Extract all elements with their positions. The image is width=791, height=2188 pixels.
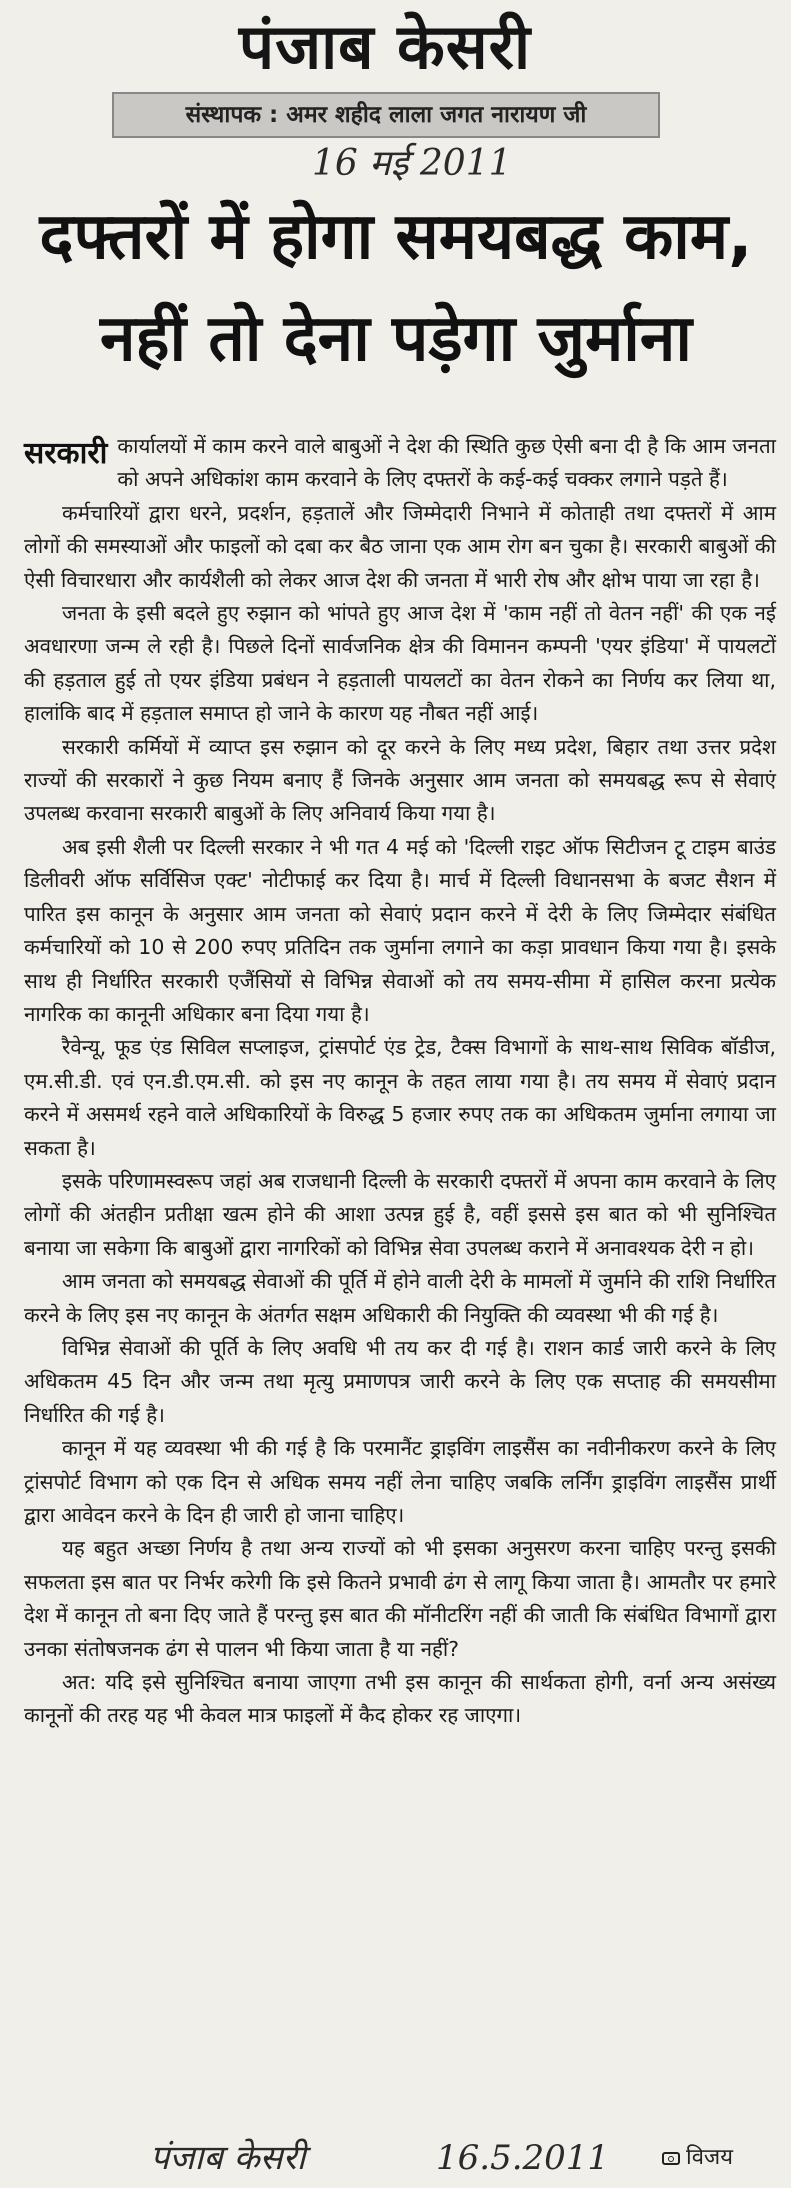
paragraph-12: अत: यदि इसे सुनिश्चित बनाया जाएगा तभी इस कानून की सार्थकता होगी, वर्ना अन्य असंख्य कानूनों की तरह यह भी केवल मात्र फाइलों में कैद होकर रह जाएगा। xyxy=(24,1670,776,1728)
paragraph-11: यह बहुत अच्छा निर्णय है तथा अन्य राज्यों को भी इसका अनुसरण करना चाहिए परन्तु इसकी सफलता इस बात पर निर्भर करेगी कि इसे कितने प्रभावी ढंग से लागू किया जाता है। आमतौर पर हमारे देश में कानून तो बना दिए जाते हैं परन्तु इस बात की मॉनीटरिंग नहीं की जाती कि संबंधित विभागों द्वारा उनका संतोषजनक ढंग से पालन भी किया जाता है या नहीं? xyxy=(24,1536,776,1661)
lead-word: सरकारी xyxy=(24,436,108,471)
handwritten-date: 16 मई 2011 xyxy=(312,143,512,184)
credit-name: विजय xyxy=(686,2145,734,2170)
headline-line-2: नहीं तो देना पड़ेगा जुर्माना xyxy=(100,302,692,376)
paragraph-7: इसके परिणामस्वरूप जहां अब राजधानी दिल्ली के सरकारी दफ्तरों में अपना काम करवाने के लिए लोगों की अंतहीन प्रतीक्षा खत्म होने की आशा उत्पन्न हुई है, वहीं इससे इस बात को भी सुनिश्चित बनाया जा सकेगा कि बाबुओं द्वारा नागरिकों को विभिन्न सेवा उपलब्ध कराने में अनावश्यक देरी न हो। xyxy=(24,1168,776,1260)
paragraph-10: कानून में यह व्यवस्था भी की गई है कि परमानैंट ड्राइविंग लाइसैंस का नवीनीकरण करने के लिए ट्रांसपोर्ट विभाग को एक दिन से अधिक समय नहीं लेना चाहिए जबकि लर्निंग ड्राइविंग लाइसैंस प्रार्थी द्वारा आवेदन करने के दिन ही जारी हो जाना चाहिए। xyxy=(24,1436,776,1527)
footer-paper-name: पंजाब केसरी xyxy=(150,2138,306,2178)
camera-icon xyxy=(662,2152,680,2165)
paragraph-2: कर्मचारियों द्वारा धरने, प्रदर्शन, हड़तालें और जिम्मेदारी निभाने में कोताही तथा दफ्तरों में आम लोगों की समस्याओं और फाइलों को दबा कर बैठ जाना एक आम रोग बन चुका है। सरकारी बाबुओं की ऐसी विचारधारा और कार्यशैली को लेकर आज देश की जनता में भारी रोष और क्षोभ पाया जा रहा है। xyxy=(24,500,776,592)
paragraph-text: कार्यालयों में काम करने वाले बाबुओं ने देश की स्थिति कुछ ऐसी बना दी है कि आम जनता को अपने अधिकांश काम करवाने के लिए दफ्तरों के कई-कई चक्कर लगाने पड़ते हैं। xyxy=(117,434,776,492)
clipping-footer xyxy=(150,2134,780,2182)
paragraph-6: रैवेन्यू, फूड एंड सिविल सप्लाइज, ट्रांसपोर्ट एंड ट्रेड, टैक्स विभागों के साथ-साथ सिविक बॉडीज, एम.सी.डी. एवं एन.डी.एम.सी. को इस नए कानून के तहत लाया गया है। तय समय में सेवाएं प्रदान करने में असमर्थ रहने वाले अधिकारियों के विरुद्ध 5 हजार रुपए तक का अधिकतम जुर्माना लगाया जा सकता है। xyxy=(24,1035,776,1160)
newspaper-masthead: पंजाब केसरी xyxy=(238,10,532,83)
footer-date: 16.5.2011 xyxy=(436,2138,610,2178)
paragraph-4: सरकारी कर्मियों में व्याप्त इस रुझान को दूर करने के लिए मध्य प्रदेश, बिहार तथा उत्तर प्रदेश राज्यों की सरकारों ने कुछ नियम बनाए हैं जिनके अनुसार आम जनता को समयबद्ध रूप से सेवाएं उपलब्ध करवाना सरकारी बाबुओं के लिए अनिवार्य किया गया है। xyxy=(24,734,776,826)
paragraph-3: जनता के इसी बदले हुए रुझान को भांपते हुए आज देश में 'काम नहीं तो वेतन नहीं' की एक नई अवधारणा जन्म ले रही है। पिछले दिनों सार्वजनिक क्षेत्र की विमानन कम्पनी 'एयर इंडिया' में पायलटों की हड़ताल हुई तो एयर इंडिया प्रबंधन ने हड़ताली पायलटों का वेतन रोकने का निर्णय कर लिया था, हालांकि बाद में हड़ताल समाप्त हो जाने के कारण यह नौबत नहीं आई। xyxy=(24,601,776,726)
paragraph-8: आम जनता को समयबद्ध सेवाओं की पूर्ति में होने वाली देरी के मामलों में जुर्माने की राशि निर्धारित करने के लिए इस नए कानून के अंतर्गत सक्षम अधिकारी की नियुक्ति की व्यवस्था भी की गई है। xyxy=(24,1269,776,1327)
paragraph-5: अब इसी शैली पर दिल्ली सरकार ने भी गत 4 मई को 'दिल्ली राइट ऑफ सिटीजन टू टाइम बाउंड डिलीवरी ऑफ सर्विसिज एक्ट' नोटीफाई कर दिया है। मार्च में दिल्ली विधानसभा के बजट सैशन में पारित इस कानून के अनुसार आम जनता को सेवाएं प्रदान करने में देरी के लिए जिम्मेदार संबंधित कर्मचारियों को 10 से 200 रुपए प्रतिदिन तक जुर्माना लगाने का कड़ा प्रावधान किया गया है। इसके साथ ही निर्धारित सरकारी एजैंसियों से विभिन्न सेवाओं को तय समय-सीमा में हासिल करना प्रत्येक नागरिक का कानूनी अधिकार बना दिया गया है। xyxy=(24,834,776,1026)
article-body xyxy=(24,430,776,1733)
headline-line-1: दफ्तरों में होगा समयबद्ध काम, xyxy=(39,200,753,274)
paragraph-1 xyxy=(24,430,776,497)
founder-line: संस्थापक : अमर शहीद लाला जगत नारायण जी xyxy=(112,92,660,138)
photo-credit xyxy=(662,2134,780,2182)
paragraph-9: विभिन्न सेवाओं की पूर्ति के लिए अवधि भी तय कर दी गई है। राशन कार्ड जारी करने के लिए अधिकतम 45 दिन और जन्म तथा मृत्यु प्रमाणपत्र जारी करने के लिए एक सप्ताह की समयसीमा निर्धारित की गई है। xyxy=(24,1335,776,1427)
